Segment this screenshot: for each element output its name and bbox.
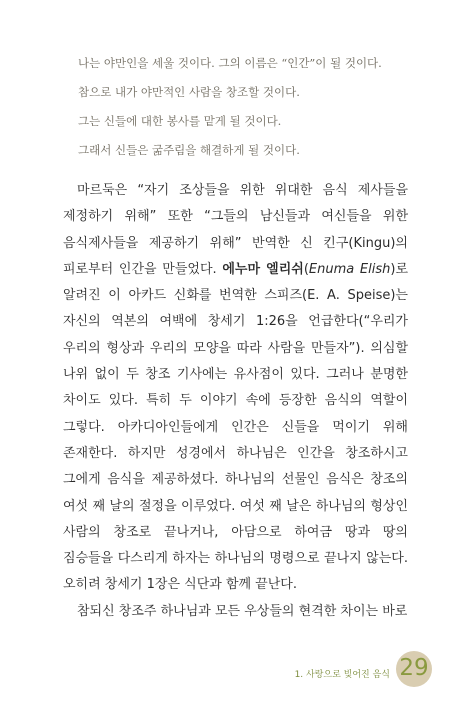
quote-line: 그는 신들에 대한 봉사를 맡게 될 것이다. bbox=[78, 114, 282, 128]
book-title-latin: Enuma Elish bbox=[308, 261, 391, 277]
quote-line: 참으로 내가 야만적인 사람을 창조할 것이다. bbox=[78, 85, 300, 99]
quote-line: 그래서 신들은 굶주림을 해결하게 될 것이다. bbox=[78, 143, 300, 157]
book-title-korean: 에누마 엘리쉬 bbox=[222, 261, 304, 277]
page-footer bbox=[295, 651, 432, 687]
quote-line: 나는 야만인을 세울 것이다. 그의 이름은 “인간”이 될 것이다. bbox=[78, 56, 382, 70]
body-text bbox=[63, 178, 408, 625]
paren-open: ( bbox=[303, 261, 309, 277]
block-quote bbox=[78, 49, 398, 165]
paren-close: ) bbox=[390, 261, 396, 277]
page-number: 29 bbox=[399, 655, 429, 681]
body-paragraph bbox=[63, 178, 408, 599]
chapter-label: 1. 사랑으로 빚어진 음식 bbox=[294, 669, 390, 680]
body-paragraph: 참되신 창조주 하나님과 모든 우상들의 현격한 차이는 바로 bbox=[77, 603, 408, 619]
page-number-badge bbox=[396, 651, 432, 687]
paragraph-text: 로 알려진 이 아카드 신화를 번역한 스피즈(E. A. Speise)는 자신의 역본의 여백에 창세기 1:26을 언급한다(“우리가 우리의 형상과 우리의 모양을 따라 사람을 만들자”). 의심할 나위 없이 두 창조 기사에는 유사점이 있다. 그러나 분명한 차이도 있다. 특히 두 이야기 속에 등장한 음식의 역할이 그렇다. 아카디아인들에게 인간은 신들을 먹이기 위해 존재한다. 하지만 성경에서 하나님은 인간을 창조하시고 그에게 음식을 제공하셨다. 하나님의 선물인 음식은 창조의 여섯 째 날의 절정을 이루었다. 여섯 째 날은 하나님의 형상인 사람의 창조로 끝나거나, 아담으로 하여금 땅과 땅의 짐승들을 다스리게 하자는 하나님의 명령으로 끝나지 않는다. 오히려 창세기 1장은 식단과 함께 끝난다. bbox=[63, 261, 409, 593]
paragraph-text: 마르둑은 “자기 조상들을 위한 위대한 음식 제사들을 제정하기 위해” 또한 “그들의 남신들과 여신들을 위한 음식제사들을 제공하기 위해” 반역한 신 킨구(Kingu)의 피로부터 인간을 만들었다. bbox=[63, 183, 408, 277]
